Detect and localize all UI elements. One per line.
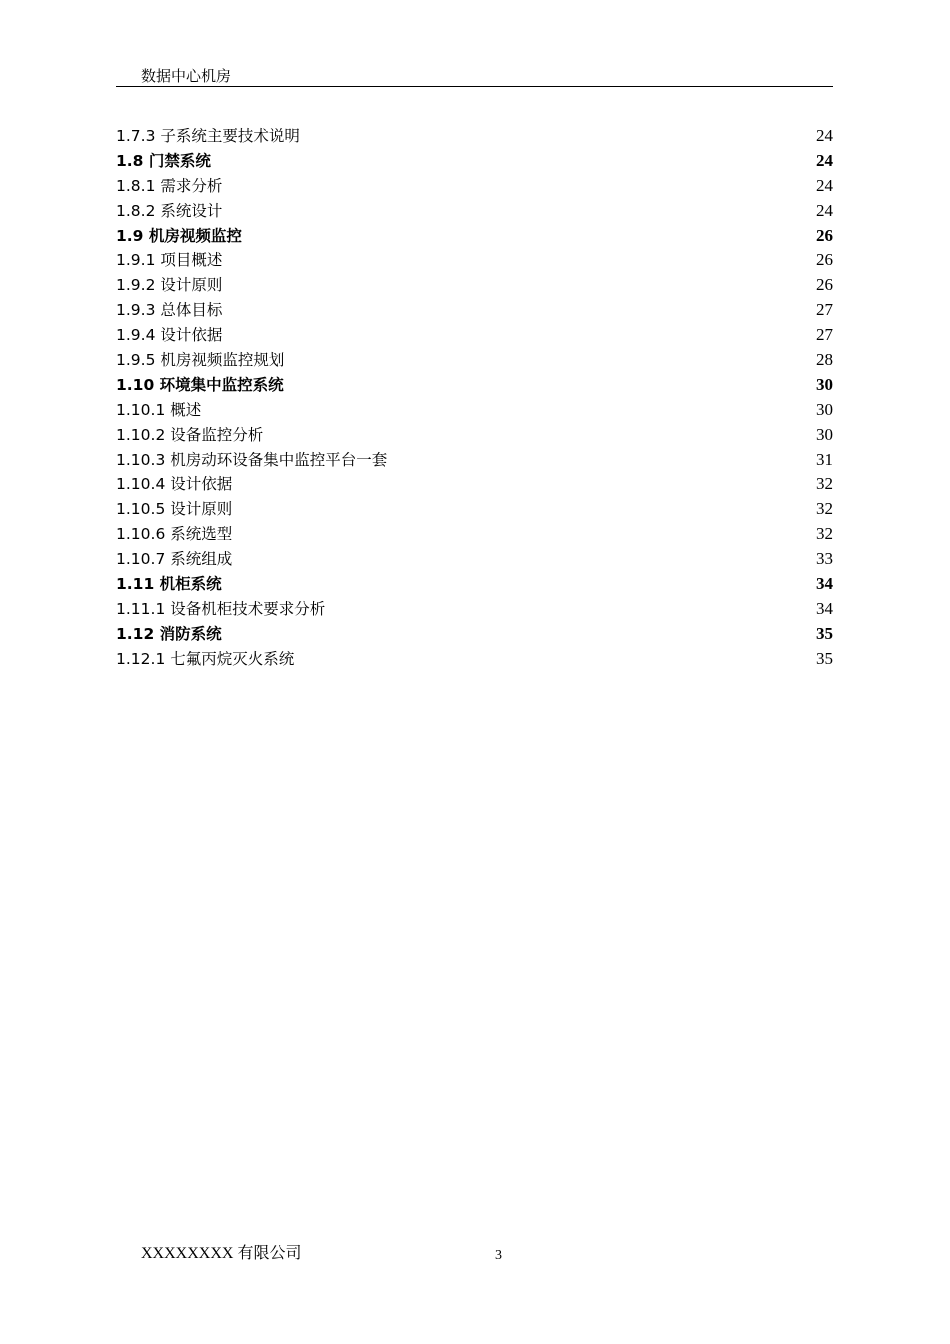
toc-entry-label: 1.10.4 设计依据 bbox=[116, 475, 233, 494]
toc-subsection-entry[interactable] bbox=[116, 448, 833, 473]
toc-section-entry[interactable] bbox=[116, 622, 833, 647]
toc-section-entry[interactable] bbox=[116, 572, 833, 597]
table-of-contents bbox=[116, 124, 833, 672]
toc-entry-page: 31 bbox=[816, 449, 833, 469]
toc-section-entry[interactable] bbox=[116, 373, 833, 398]
toc-entry-label: 1.8.2 系统设计 bbox=[116, 201, 223, 220]
toc-subsection-entry[interactable] bbox=[116, 398, 833, 423]
toc-entry-label: 1.11.1 设备机柜技术要求分析 bbox=[116, 599, 326, 618]
toc-entry-label: 1.8.1 需求分析 bbox=[116, 176, 223, 195]
toc-subsection-entry[interactable] bbox=[116, 547, 833, 572]
toc-subsection-entry[interactable] bbox=[116, 248, 833, 273]
toc-entry-page: 32 bbox=[816, 474, 833, 494]
toc-entry-page: 24 bbox=[816, 126, 833, 145]
toc-entry-page: 24 bbox=[816, 200, 833, 220]
toc-subsection-entry[interactable] bbox=[116, 273, 833, 298]
toc-subsection-entry[interactable] bbox=[116, 124, 833, 149]
toc-entry-page: 30 bbox=[816, 399, 833, 419]
footer-page-number: 3 bbox=[495, 1248, 502, 1263]
toc-entry-page: 26 bbox=[816, 225, 833, 245]
toc-entry-page: 26 bbox=[816, 250, 833, 270]
toc-entry-label: 1.11 机柜系统 bbox=[116, 575, 222, 594]
toc-entry-label: 1.9 机房视频监控 bbox=[116, 226, 242, 245]
toc-entry-page: 35 bbox=[816, 648, 833, 668]
toc-entry-label: 1.10.7 系统组成 bbox=[116, 550, 233, 569]
toc-entry-page: 32 bbox=[816, 524, 833, 544]
toc-entry-label: 1.10.5 设计原则 bbox=[116, 500, 233, 519]
toc-entry-label: 1.10.1 概述 bbox=[116, 400, 202, 419]
toc-entry-page: 24 bbox=[816, 175, 833, 195]
header-rule bbox=[116, 86, 833, 87]
toc-entry-page: 32 bbox=[816, 499, 833, 519]
toc-subsection-entry[interactable] bbox=[116, 647, 833, 672]
toc-subsection-entry[interactable] bbox=[116, 423, 833, 448]
toc-subsection-entry[interactable] bbox=[116, 472, 833, 497]
toc-entry-page: 34 bbox=[816, 598, 833, 618]
toc-entry-label: 1.9.1 项目概述 bbox=[116, 251, 223, 270]
toc-section-entry[interactable] bbox=[116, 149, 833, 174]
toc-subsection-entry[interactable] bbox=[116, 174, 833, 199]
toc-entry-label: 1.7.3 子系统主要技术说明 bbox=[116, 127, 300, 145]
toc-section-entry[interactable] bbox=[116, 224, 833, 249]
toc-entry-page: 30 bbox=[816, 424, 833, 444]
toc-subsection-entry[interactable] bbox=[116, 597, 833, 622]
toc-entry-page: 27 bbox=[816, 300, 833, 320]
toc-entry-page: 30 bbox=[816, 374, 833, 394]
toc-entry-page: 26 bbox=[816, 275, 833, 295]
footer-company: XXXXXXXX 有限公司 bbox=[141, 1245, 302, 1262]
toc-subsection-entry[interactable] bbox=[116, 497, 833, 522]
toc-entry-label: 1.9.4 设计依据 bbox=[116, 326, 223, 345]
toc-entry-page: 33 bbox=[816, 549, 833, 569]
toc-entry-page: 24 bbox=[816, 150, 833, 170]
toc-entry-label: 1.10.6 系统选型 bbox=[116, 525, 233, 544]
toc-subsection-entry[interactable] bbox=[116, 298, 833, 323]
toc-entry-label: 1.10.3 机房动环设备集中监控平台一套 bbox=[116, 450, 388, 469]
toc-entry-page: 28 bbox=[816, 350, 833, 370]
toc-entry-label: 1.12 消防系统 bbox=[116, 624, 222, 643]
toc-entry-label: 1.9.3 总体目标 bbox=[116, 301, 223, 320]
toc-subsection-entry[interactable] bbox=[116, 199, 833, 224]
toc-entry-label: 1.9.5 机房视频监控规划 bbox=[116, 351, 285, 370]
page-header-title: 数据中心机房 bbox=[141, 67, 232, 85]
toc-entry-page: 34 bbox=[816, 574, 833, 594]
toc-entry-page: 27 bbox=[816, 325, 833, 345]
toc-entry-label: 1.12.1 七氟丙烷灭火系统 bbox=[116, 649, 295, 668]
toc-entry-label: 1.10.2 设备监控分析 bbox=[116, 425, 264, 444]
toc-subsection-entry[interactable] bbox=[116, 348, 833, 373]
toc-subsection-entry[interactable] bbox=[116, 522, 833, 547]
toc-entry-label: 1.10 环境集中监控系统 bbox=[116, 375, 284, 394]
toc-entry-label: 1.8 门禁系统 bbox=[116, 151, 211, 170]
toc-subsection-entry[interactable] bbox=[116, 323, 833, 348]
toc-entry-label: 1.9.2 设计原则 bbox=[116, 276, 223, 295]
toc-entry-page: 35 bbox=[816, 623, 833, 643]
